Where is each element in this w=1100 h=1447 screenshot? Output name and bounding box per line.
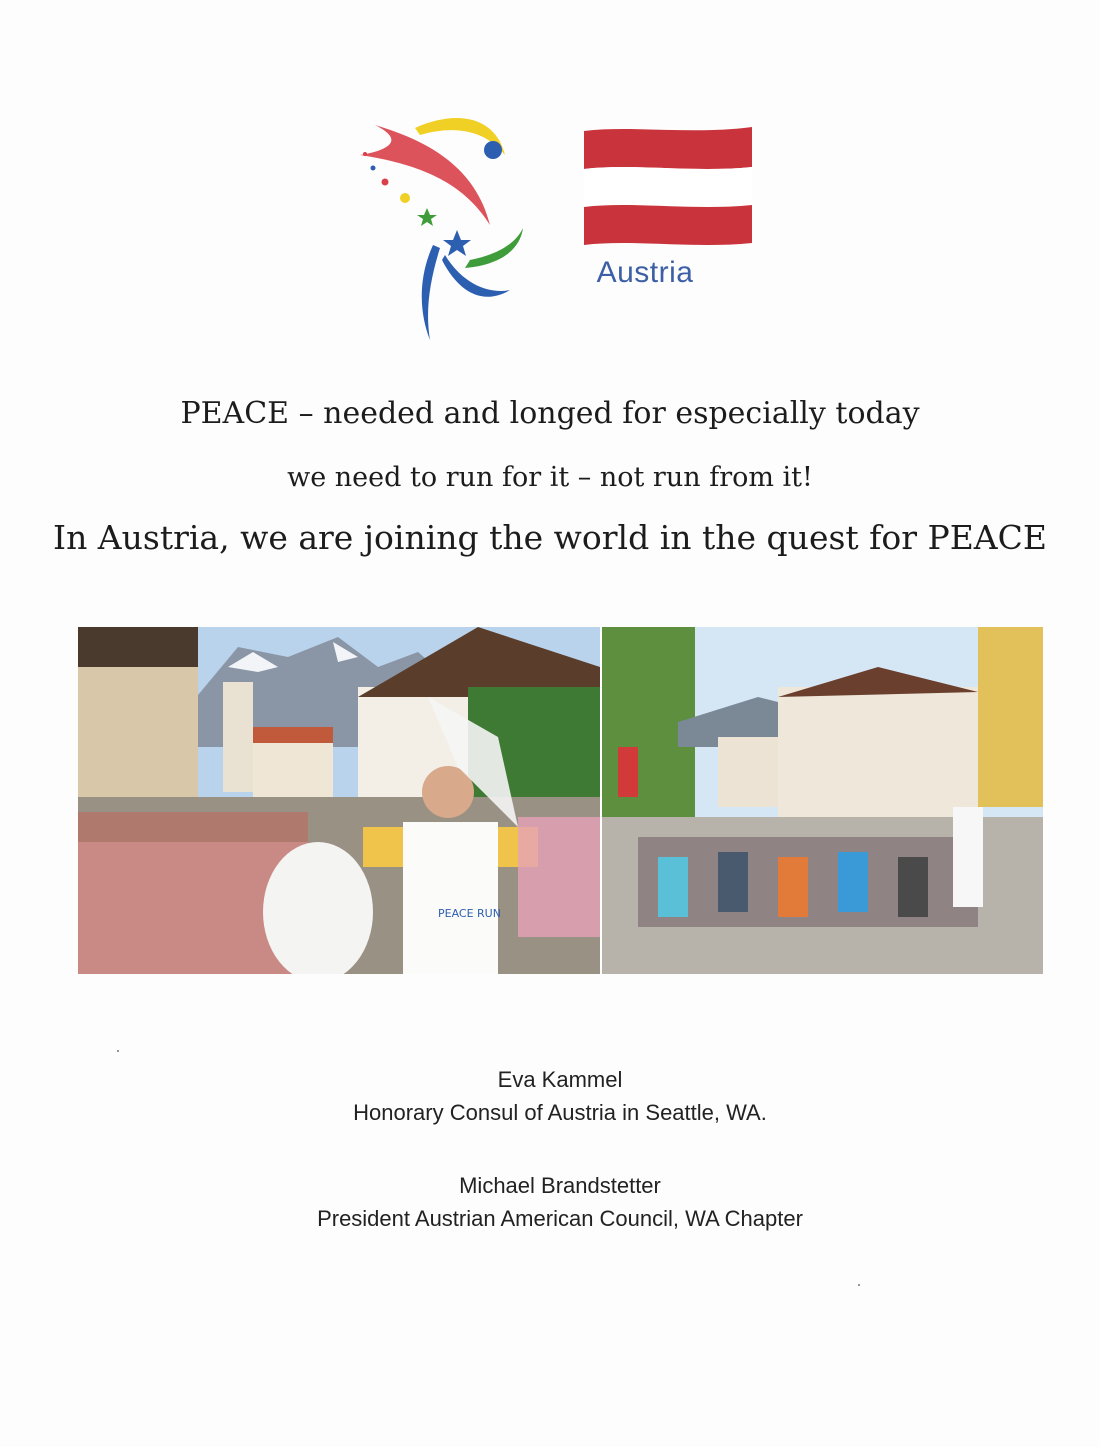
signatory-2-name: Michael Brandstetter [459,1173,661,1198]
headline-line-1: PEACE – needed and longed for especially today [180,396,920,431]
austria-flag [582,125,754,247]
scan-speck [117,1050,119,1052]
banner-text: PEACE RUN [438,907,501,920]
signatory-1-title: Honorary Consul of Austria in Seattle, WA. [353,1100,767,1125]
headline-line-3: In Austria, we are joining the world in the quest for PEACE [53,518,1047,557]
street-run-photo [78,627,1043,974]
flag-red-top-stripe [584,127,752,169]
signatory-2-title: President Austrian American Council, WA Chapter [317,1206,803,1231]
runner-icon [345,110,545,350]
headline-line-2: we need to run for it – not run from it! [287,462,813,493]
flag-red-bottom-stripe [584,205,752,245]
scan-speck [858,1284,860,1286]
signatory-1-name: Eva Kammel [497,1067,623,1092]
flag-label: Austria [596,256,694,289]
peace-run-logo [345,110,545,350]
flag-white-stripe [584,167,752,207]
